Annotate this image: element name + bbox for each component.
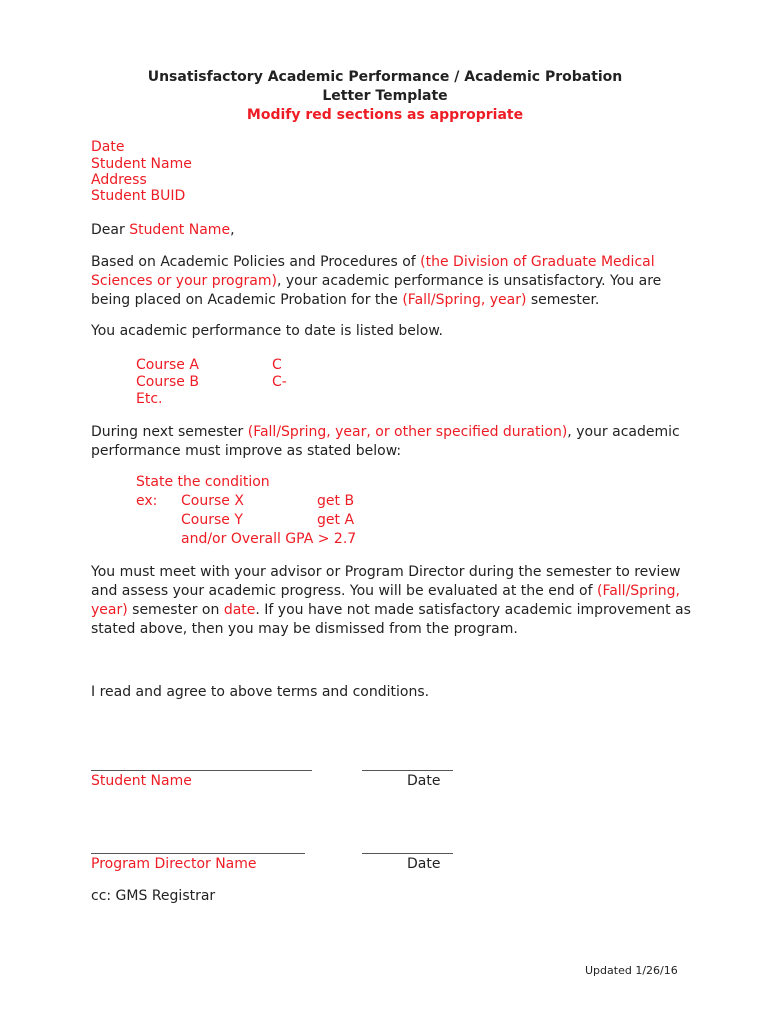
address-date: Date: [91, 139, 125, 155]
salutation-name: Student Name: [129, 222, 231, 238]
address-line: Address: [91, 172, 147, 188]
director-date-line: [362, 853, 453, 854]
condition-ex-label: ex:: [136, 493, 158, 509]
paragraph-performance: You academic performance to date is listed below.: [91, 323, 443, 339]
address-student-name: Student Name: [91, 156, 192, 172]
salutation: [91, 222, 235, 238]
course-name: Course A: [136, 357, 199, 373]
paragraph-next-semester: During next semester (Fall/Spring, year, or other specified duration), your academic performance must improve as stated below:: [91, 424, 680, 459]
course-name: Etc.: [136, 391, 163, 407]
paragraph-probation: Based on Academic Policies and Procedures of (the Division of Graduate Medical Sciences or your program), your academic performance is unsatisfactory. You are being placed on Academic Probation for the (Fall/Spring, year) semester.: [91, 254, 662, 308]
modify-instruction: Modify red sections as appropriate: [246, 107, 524, 123]
condition-course: Course X: [181, 493, 244, 509]
salutation-suffix: ,: [230, 222, 235, 238]
address-student-buid: Student BUID: [91, 188, 186, 204]
director-date-label: Date: [407, 856, 441, 872]
condition-course: Course Y: [181, 512, 243, 528]
condition-heading: State the condition: [136, 474, 270, 490]
course-name: Course B: [136, 374, 199, 390]
student-name-label: Student Name: [91, 773, 192, 789]
updated-date: Updated 1/26/16: [585, 964, 678, 977]
student-date-line: [362, 770, 453, 771]
letter-title: Unsatisfactory Academic Performance / Academic Probation: [147, 69, 623, 85]
paragraph-advisor-meeting: You must meet with your advisor or Program Director during the semester to review and assess your academic progress. You will be evaluated at the end of (Fall/Spring, year) semester on date. If you have not made satisfactory academic improvement as stated above, then you may be dismissed from the program.: [91, 564, 691, 637]
student-signature-line: [91, 770, 312, 771]
salutation-prefix: Dear: [91, 222, 130, 238]
director-signature-line: [91, 853, 305, 854]
cc-line: cc: GMS Registrar: [91, 888, 216, 904]
letter-title-line2: Letter Template: [322, 88, 448, 104]
condition-requirement: get A: [317, 512, 355, 528]
agreement-statement: I read and agree to above terms and conditions.: [91, 684, 430, 700]
student-date-label: Date: [407, 773, 441, 789]
condition-requirement: get B: [317, 493, 355, 509]
director-name-label: Program Director Name: [91, 856, 257, 872]
condition-gpa: and/or Overall GPA > 2.7: [181, 531, 357, 547]
course-grade: C-: [272, 374, 287, 390]
course-grade: C: [272, 357, 282, 373]
